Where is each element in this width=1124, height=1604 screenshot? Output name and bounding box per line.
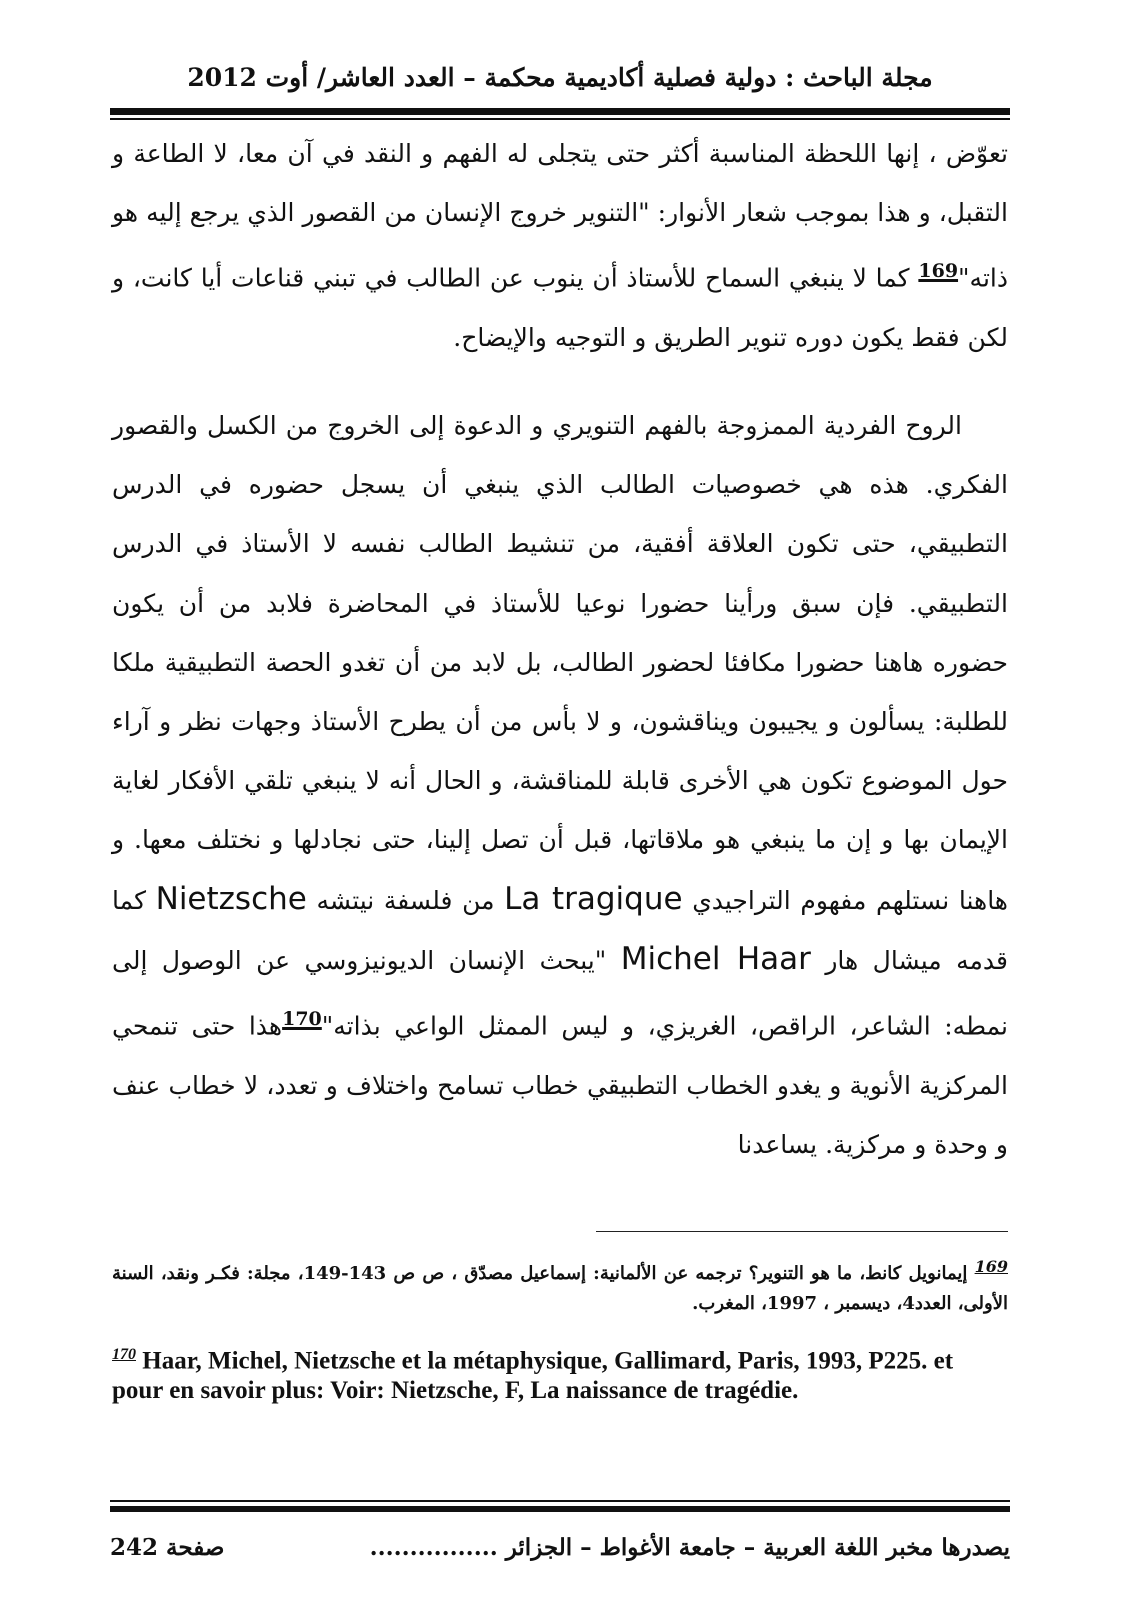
paragraph-2-text-b: من فلسفة نيتشه [306, 885, 505, 915]
term-la-tragique: La tragique [504, 880, 683, 917]
footer-rule-thin [110, 1500, 1010, 1502]
paragraph-1-text-a: تعوّض ، إنها اللحظة المناسبة أكثر حتى يتجلى له الفهم و النقد في آن معا، لا الطاعة و التقبل، و هذا بموجب شعار الأنوار: "التنوير خروج الإنسان من القصور الذي يرجع إليه هو ذاته" [112, 139, 1008, 293]
footnote-number: 169 [974, 1257, 1008, 1276]
footnote-ref-170[interactable]: 170 [282, 1008, 322, 1031]
paragraph-2-text-e: هذا حتى تنمحي المركزية الأنوية و يغدو الخطاب التطبيقي خطاب تسامح واختلاف و تعدد، لا خطاب عنف و وحدة و مركزية. يساعدنا [112, 1011, 1008, 1159]
paragraph-2-text-d: "يبحث الإنسان الديونيزوسي عن الوصول إلى نمطه: الشاعر، الراقص، الغريزي، و ليس الممثل الواعي بذاته" [112, 945, 1008, 1041]
paragraph-2-text-a: الروح الفردية الممزوجة بالفهم التنويري و الدعوة إلى الخروج من الكسل والقصور الفكري. هذه هي خصوصيات الطالب الذي ينبغي أن يسجل حضوره في الدرس التطبيقي، حتى تكون العلاقة أفقية، من تنشيط الطالب نفسه لا الأستاذ في الدرس التطبيقي. فإن سبق ورأينا حضورا نوعيا للأستاذ في المحاضرة فلابد من أن يكون حضوره هاهنا حضورا مكافئا لحضور الطالب، بل لابد من أن تغدو الحصة التطبيقية ملكا للطلبة: يسألون و يجيبون ويناقشون، و لا بأس من أن يطرح الأستاذ وجهات نظر و آراء حول الموضوع تكون هي الأخرى قابلة للمناقشة، و الحال أنه لا ينبغي تلقي الأفكار لغاية الإيمان بها و إن ما ينبغي هو ملاقاتها، قبل أن تصل إلينا، حتى نجادلها و نختلف معها. و هاهنا نستلهم مفهوم التراجيدي [112, 411, 1008, 915]
footnote-text: إيمانويل كانط، ما هو التنوير؟ ترجمه عن الألمانية: إسماعيل مصدّق ، ص ص 143-149، مجلة: فكـر ونقد، السنة الأولى، العدد4، ديسمبر ، 1997، المغرب. [112, 1263, 1008, 1314]
footer-publisher: يصدرها مخبر اللغة العربية – جامعة الأغواط – الجزائر ................ [369, 1534, 1010, 1561]
footer-rule-thick [110, 1506, 1010, 1512]
term-michel-haar: Michel Haar [620, 940, 811, 977]
journal-header-title: مجلة الباحث : دولية فصلية أكاديمية محكمة – العدد العاشر/ أوت 2012 [187, 63, 933, 92]
footnote-text: Haar, Michel, Nietzsche et la métaphysique, Gallimard, Paris, 1993, P225. et pour en savoir plus: Voir: Nietzsche, F, La naissance de tragédie. [112, 1347, 954, 1405]
paragraph-2-text-c: كما قدمه ميشال هار [112, 885, 1009, 975]
header-rule-thin [110, 118, 1010, 120]
page-number: صفحة 242 [110, 1534, 225, 1561]
footnote-separator [596, 1231, 1008, 1232]
paragraph-1 [112, 124, 1008, 367]
footnote-number: 170 [112, 1346, 136, 1363]
footnote-169 [112, 1252, 1008, 1319]
footnote-170 [112, 1340, 1008, 1406]
paragraph-2 [112, 396, 1008, 1174]
footnote-ref-169[interactable]: 169 [918, 260, 959, 283]
header-rule-thick [110, 108, 1010, 115]
paragraph-1-text-b: كما لا ينبغي السماح للأستاذ أن ينوب عن الطالب في تبني قناعات أيا كانت، و لكن فقط يكون دوره تنوير الطريق و التوجيه والإيضاح. [112, 263, 1008, 352]
page-footer [110, 1534, 1010, 1574]
term-nietzsche: Nietzsche [155, 880, 307, 917]
